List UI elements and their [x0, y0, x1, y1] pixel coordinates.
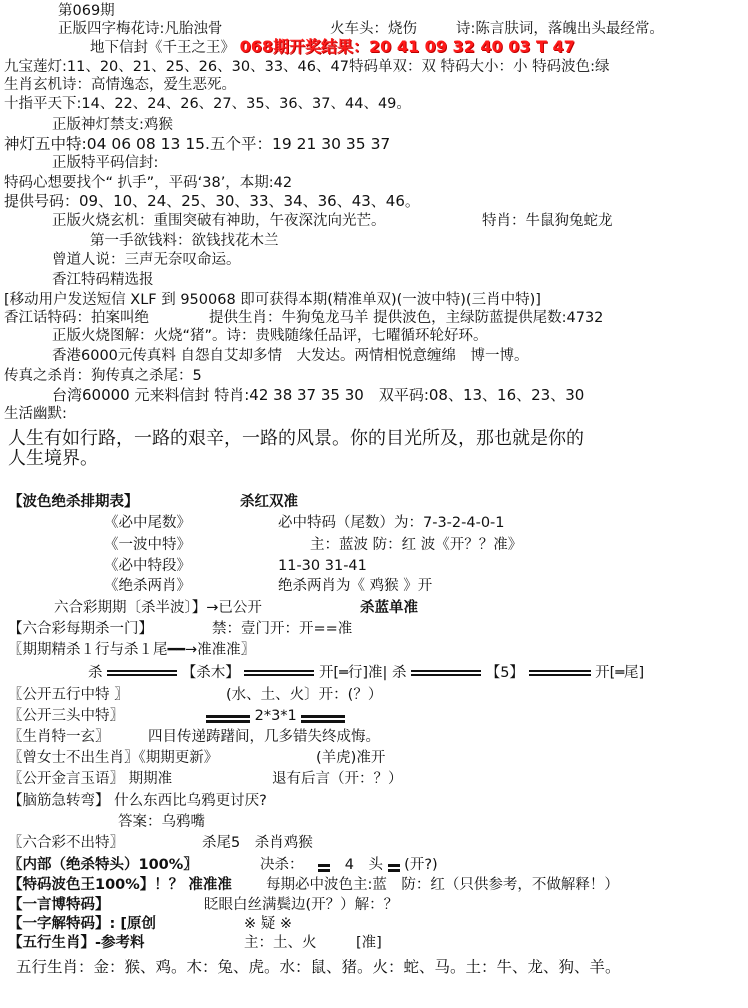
one-wave-value: 主：蓝波 防：红 波《开？？准》 [310, 537, 523, 553]
five-element-label: 〖公开五行中特 〗 [8, 687, 129, 703]
tail-value: 必中特码（尾数）为：7-3-2-4-0-1 [278, 515, 505, 531]
kill-two-label: 《绝杀两肖》 [104, 578, 191, 594]
row-lady-zodiac [8, 749, 386, 767]
kill-blue: 杀蓝单准 [360, 600, 418, 616]
xiangjiang-talk: 香江话特码：拍案叫绝 [4, 310, 149, 326]
line-fire-diagram: 正版火烧图解：火烧“猪”。诗：贵贱随缘任品评，七曜循环轮好环。 [52, 328, 488, 344]
double-bar [388, 864, 400, 867]
double-line [244, 670, 314, 676]
poem-text: 诗:陈言肤词，落魄出头最经常。 [456, 21, 664, 37]
row-one-char [8, 915, 293, 933]
double-bar [318, 864, 330, 867]
kill-red: 杀红双准 [240, 494, 298, 510]
line-lotus-lamp: 九宝莲灯:11、20、21、25、26、30、33、46、47特码单双：双 特码大小：小 特码波色:绿 [4, 59, 610, 75]
row-riddle [8, 792, 267, 810]
internal-label: 〖内部（绝杀特头）100%〗 [8, 857, 198, 873]
provide-zodiac: 提供生肖：牛狗兔龙马羊 提供波色，主绿防蓝提供尾数:4732 [209, 310, 604, 326]
line-taiwan: 台湾60000 元来料信封 特肖:42 38 37 35 30 双平码:08、13、16、23、30 [52, 386, 585, 404]
row-kill-wood [88, 664, 644, 682]
triple-bar [301, 715, 345, 718]
segment-label: 《必中特段》 [104, 558, 191, 574]
train-head: 火车头：烧伤 [330, 21, 417, 37]
special-zodiac: 特肖：牛鼠狗兔蛇龙 [482, 213, 613, 229]
line-provide-numbers: 提供号码：09、10、24、25、30、33、34、36、43、46。 [4, 192, 420, 210]
open-q: (开?) [404, 857, 438, 873]
row-five-zodiac [8, 934, 382, 952]
row-wave-table [8, 493, 298, 511]
segment-value: 11-30 31-41 [278, 558, 367, 574]
open-line: 开[═行]准| [318, 665, 388, 681]
line-hk-fax: 香港6000元传真料 自怨自艾却多情 大发达。两情相悦意缠绵 博一博。 [52, 348, 529, 364]
one-wave-label: 《一波中特》 [104, 537, 191, 553]
row-golden-words [8, 770, 403, 788]
lady-zodiac-label: 〖曾女士不出生肖〗《期期更新》 [8, 750, 219, 766]
three-head-value [206, 707, 345, 725]
row-riddle-answer: 答案：乌鸦嘴 [118, 814, 205, 830]
wave-king-value: 每期必中波色主:蓝 防：红（只供参考，不做解释！） [266, 877, 619, 893]
wave-table-title: 【波色绝杀排期表】 [8, 494, 139, 510]
double-line [411, 670, 481, 676]
line-xiangjiang-talk [4, 309, 604, 327]
kill-2: 杀 [391, 665, 407, 681]
three-head-code: 2*3*1 [254, 708, 297, 724]
kill-two-value: 绝杀两肖为《 鸡猴 》开 [278, 578, 433, 594]
head-four: 4 头 [344, 857, 383, 873]
golden-words-value: 退有后言（开：？） [272, 771, 403, 787]
row-three-head [8, 707, 297, 725]
row-kill-line: 〖期期精杀１行与杀１尾━━→准准准〗 [8, 642, 256, 658]
row-one-word [8, 896, 399, 914]
triple-bar [206, 715, 250, 718]
line-xiangjiang-title: 香江特码精选报 [52, 272, 154, 288]
line-plum-poem [58, 20, 664, 38]
line-pickpocket: 特码心想要找个“ 扒手”，平码‘38’，本期:42 [4, 175, 293, 191]
riddle-question: 什么东西比乌鸦更讨厌? [114, 793, 267, 809]
line-fax-kill: 传真之杀肖：狗传真之杀尾：5 [4, 368, 202, 384]
double-line [107, 670, 177, 676]
one-char-label: 【一字解特码】: [原创 [8, 916, 156, 932]
plum-poem: 正版四字梅花诗:凡胎浊骨 [58, 21, 223, 37]
no-special-value: 杀尾5 杀肖鸡猴 [202, 835, 313, 851]
line-lamp-five: 神灯五中特:04 06 08 13 15.五个平：19 21 30 35 37 [4, 135, 391, 153]
no-special-label: 〖六合彩不出特〗 [8, 835, 124, 851]
internal-value [260, 856, 438, 874]
riddle-label: 【脑筋急转弯】 [8, 793, 110, 809]
one-word-label: 【一言博特码】 [8, 897, 110, 913]
line-zodiac-poem: 生肖玄机诗：高情逸态，爱生恶死。 [4, 77, 236, 93]
humor-text-2: 人生境界。 [8, 448, 98, 469]
row-one-wave [104, 536, 523, 554]
five-element-value: (水、土、火〕开：(？） [226, 687, 383, 703]
kill-1: 杀 [88, 665, 103, 681]
zodiac-special-label: 〖生肖特一玄〗 [8, 729, 110, 745]
underground-envelope: 地下信封《千王之王》 [90, 40, 235, 56]
humor-text-1: 人生有如行路，一路的艰辛，一路的风景。你的目光所及，那也就是你的 [8, 428, 584, 449]
five-zodiac-label: 【五行生肖】-参考料 [8, 935, 145, 951]
line-flat-envelope: 正版特平码信封: [52, 155, 159, 171]
one-word-value: 眨眼白丝满鬓边(开？）解：？ [204, 897, 399, 913]
row-segment [104, 557, 367, 575]
wave-king-label: 【特码波色王100%】！？ 准准准 [8, 877, 232, 893]
row-five-zodiac-list: 五行生肖：金：猴、鸡。木：兔、虎。水：鼠、猪。火：蛇、马。土：牛、龙、狗、羊。 [16, 958, 621, 976]
line-sms-promo: [移动用户发送短信 XLF 到 950068 即可获得本期(精准单双)(一波中特)(三肖中特)] [4, 292, 541, 308]
tail-label: 《必中尾数》 [104, 515, 191, 531]
line-first-hand: 第一手欲钱料：欲钱找花木兰 [90, 233, 279, 249]
row-no-special [8, 834, 313, 852]
row-wave-king [8, 876, 619, 894]
line-fire-mystery [52, 212, 613, 230]
lady-zodiac-value: (羊虎)准开 [316, 750, 386, 766]
row-half-wave [54, 599, 418, 617]
double-line [529, 670, 591, 676]
five-zodiac-accurate: [准] [356, 935, 382, 951]
row-tail [104, 514, 505, 532]
line-ten-fingers: 十指平天下:14、22、24、26、27、35、36、37、44、49。 [4, 96, 411, 112]
fire-mystery: 正版火烧玄机：重围突破有神助，午夜深沈向光芒。 [52, 213, 386, 229]
open-tail: 开[═尾] [595, 665, 645, 681]
row-zodiac-special [8, 728, 380, 746]
line-underground-envelope [90, 38, 575, 57]
three-head-label: 〖公开三头中特〗 [8, 708, 124, 724]
kill-gate-value: 禁：壹门开：开==准 [212, 621, 353, 637]
line-taoist-says: 曾道人说：三声无奈叹命运。 [52, 252, 241, 268]
row-five-element [8, 686, 383, 704]
kill-wood: 【杀木】 [181, 665, 240, 681]
kill-gate-label: 【六合彩每期杀一门】 [8, 621, 153, 637]
golden-words-label: 〖公开金言玉语〗 期期准 [8, 771, 173, 787]
zodiac-special-value: 四目传递踌躇间，几多错失终成悔。 [148, 729, 380, 745]
period-number: 第069期 [58, 3, 115, 19]
half-wave-label: 六合彩期期〔杀半波〕】→已公开 [54, 600, 262, 616]
line-lamp-forbidden: 正版神灯禁支:鸡猴 [52, 117, 173, 133]
row-internal [8, 856, 438, 874]
draw-result: 068期开奖结果：20 41 09 32 40 03 T 47 [239, 37, 575, 56]
one-char-value: ※ 疑 ※ [244, 916, 293, 932]
line-humor-title: 生活幽默: [4, 406, 67, 422]
five-zodiac-main: 主：土、火 [244, 935, 317, 951]
row-kill-two [104, 577, 433, 595]
decisive-kill: 决杀： [260, 857, 304, 873]
row-kill-gate [8, 620, 353, 638]
tail-five: 【5】 [485, 665, 524, 681]
